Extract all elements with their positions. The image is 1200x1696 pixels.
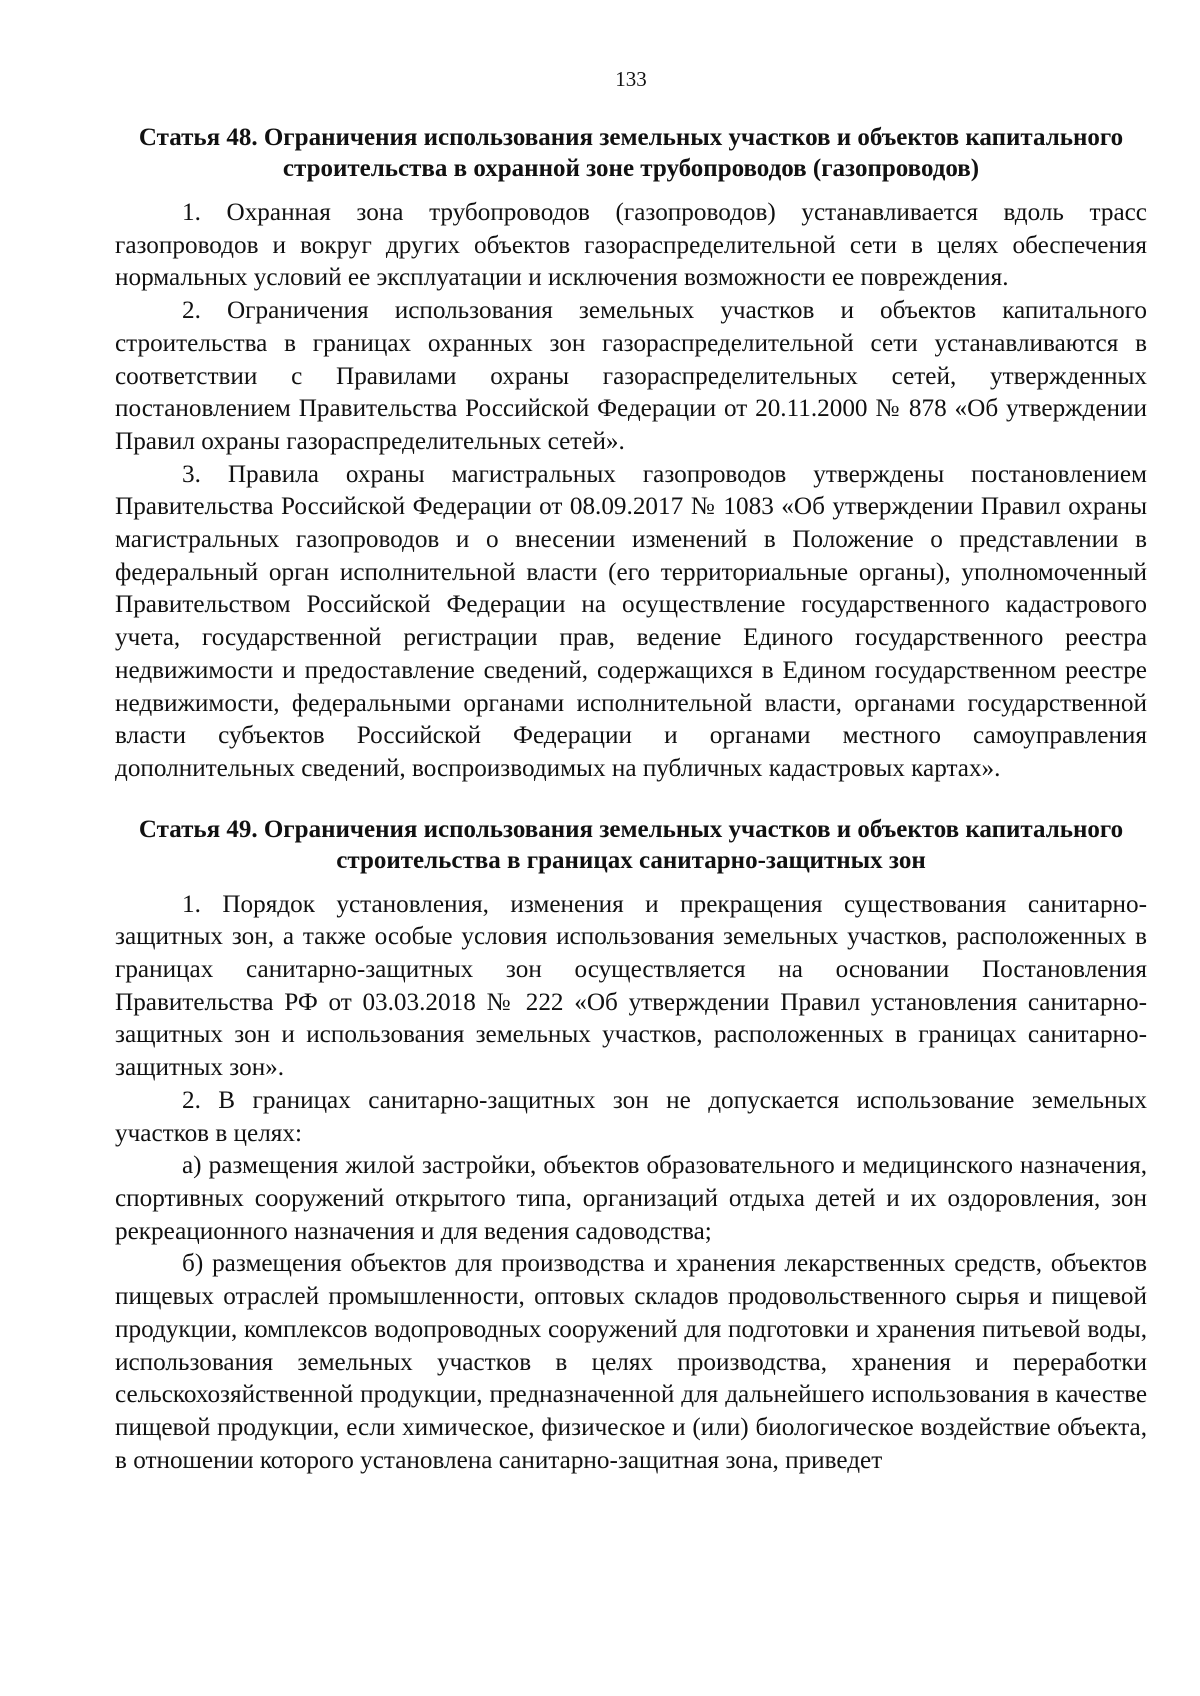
article-48-heading: Статья 48. Ограничения использования земельных участков и объектов капитального строительства в охранной зоне трубопроводов (газопроводов) [138, 124, 1124, 182]
article-49-paragraph-1: 1. Порядок установления, изменения и прекращения существования санитарно-защитных зон, а также особые условия использования земельных участков, расположенных в границах санитарно-защитных зон осуществляется на основании Постановления Правительства РФ от 03.03.2018 № 222 «Об утверждении Правил установления санитарно-защитных зон и использования земельных участков, расположенных в границах санитарно-защитных зон». [115, 890, 1147, 1082]
article-49-item-b: б) размещения объектов для производства и хранения лекарственных средств, объектов пищевых отраслей промышленности, оптовых складов продовольственного сырья и пищевой продукции, комплексов водопроводных сооружений для подготовки и хранения питьевой воды, использования земельных участков в целях производства, хранения и переработки сельскохозяйственной продукции, предназначенной для дальнейшего использования в качестве пищевой продукции, если химическое, физическое и (или) биологическое воздействие объекта, в отношении которого установлена санитарно-защитная зона, приведет [115, 1250, 1147, 1474]
article-48-paragraph-3: 3. Правила охраны магистральных газопроводов утверждены постановлением Правительства Российской Федерации от 08.09.2017 № 1083 «Об утверждении Правил охраны магистральных газопроводов и о внесении изменений в Положение о представлении в федеральный орган исполнительной власти (его территориальные органы), уполномоченный Правительством Российской Федерации на осуществление государственного кадастрового учета, государственной регистрации прав, ведение Единого государственного реестра недвижимости и предоставление сведений, содержащихся в Едином государственном реестре недвижимости, федеральными органами исполнительной власти, органами государственной власти субъектов Российской Федерации и органами местного самоуправления дополнительных сведений, воспроизводимых на публичных кадастровых картах». [115, 460, 1147, 782]
page-number: 133 [615, 67, 647, 91]
article-49 [115, 814, 1147, 1478]
article-49-heading: Статья 49. Ограничения использования земельных участков и объектов капитального строительства в границах санитарно-защитных зон [138, 815, 1124, 874]
article-48-paragraph-2: 2. Ограничения использования земельных участков и объектов капитального строительства в границах охранных зон газораспределительной сети устанавливаются в соответствии с Правилами охраны газораспределительных сетей, утвержденных постановлением Правительства Российской Федерации от 20.11.2000 № 878 «Об утверждении Правил охраны газораспределительных сетей». [115, 297, 1147, 455]
document-page [115, 66, 1147, 1505]
article-48-paragraph-1: 1. Охранная зона трубопроводов (газопроводов) устанавливается вдоль трасс газопроводов и вокруг других объектов газораспределительной сети в целях обеспечения нормальных условий ее эксплуатации и исключения возможности ее повреждения. [115, 199, 1147, 292]
article-49-item-a: а) размещения жилой застройки, объектов образовательного и медицинского назначения, спортивных сооружений открытого типа, организаций отдыха детей и их оздоровления, зон рекреационного назначения и для ведения садоводства; [115, 1152, 1147, 1245]
article-49-paragraph-2: 2. В границах санитарно-защитных зон не допускается использование земельных участков в целях: [115, 1086, 1147, 1147]
article-48 [115, 122, 1147, 786]
